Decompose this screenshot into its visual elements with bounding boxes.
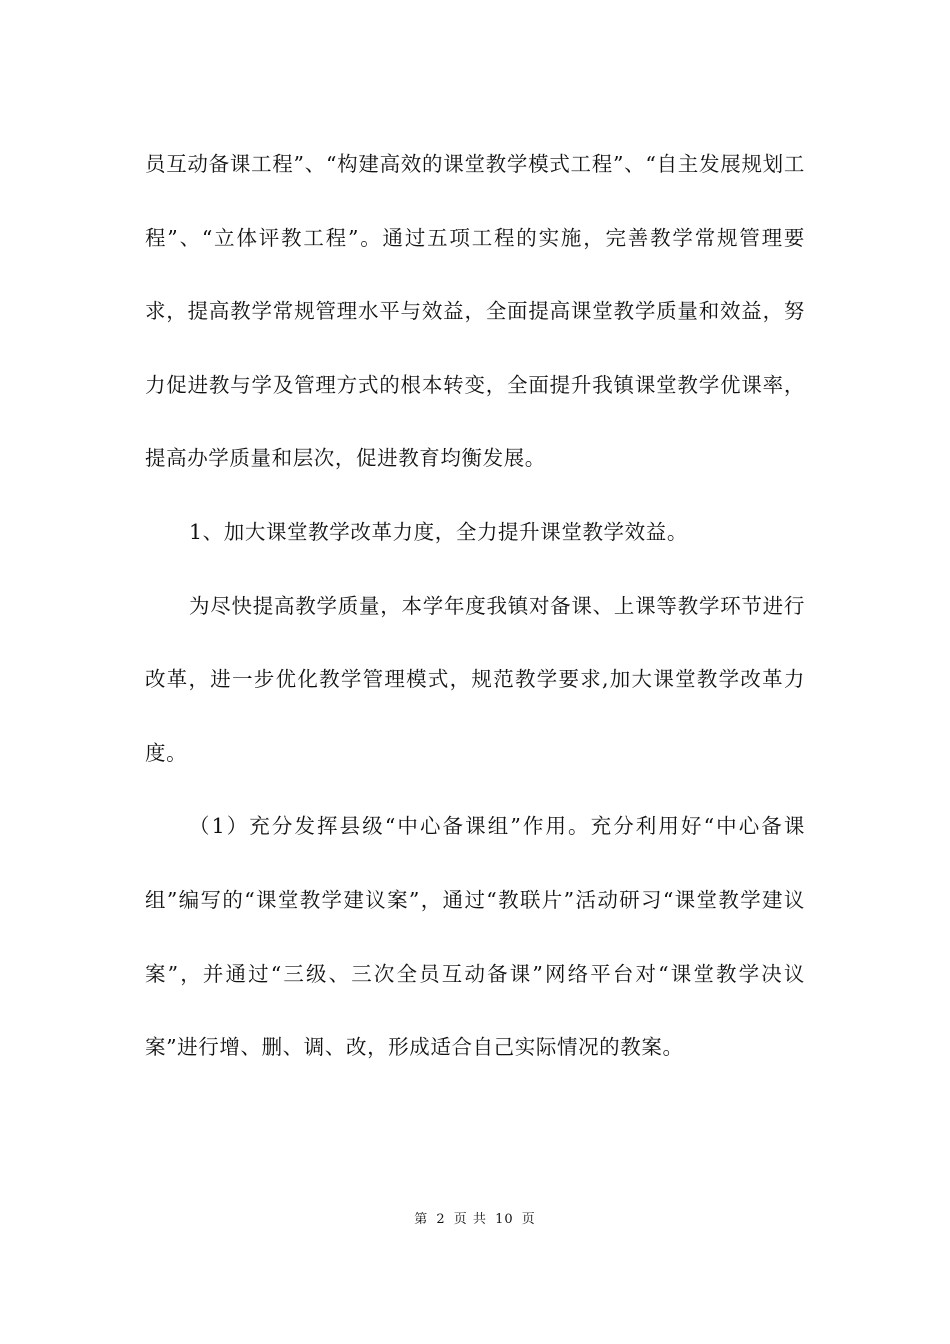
footer-middle: 页 共 [453,1212,487,1227]
paragraph: 为尽快提高教学质量，本学年度我镇对备课、上课等教学环节进行改革，进一步优化教学管理模式，规范教学要求,加大课堂教学改革力度。 [145,593,805,765]
footer-prefix: 第 [414,1212,429,1227]
footer-suffix: 页 [521,1212,536,1227]
section-heading: 1、加大课堂教学改革力度，全力提升课堂教学效益。 [189,519,688,544]
paragraph: （1）充分发挥县级“中心备课组”作用。充分利用好“中心备课组”编写的“课堂教学建议案”，通过“教联片”活动研习“课堂教学建议案”，并通过“三级、三次全员互动备课”网络平台对“课堂教学决议案”进行增、删、调、改，形成适合自己实际情况的教案。 [145,814,805,1060]
page-footer [0,1208,950,1227]
footer-current-page: 2 [436,1212,446,1227]
paragraph-continuation: 员互动备课工程”、“构建高效的课堂教学模式工程”、“自主发展规划工程”、“立体评教工程”。通过五项工程的实施，完善教学常规管理要求，提高教学常规管理水平与效益，全面提高课堂教学质量和效益，努力促进教与学及管理方式的根本转变，全面提升我镇课堂教学优课率，提高办学质量和层次，促进教育均衡发展。 [145,152,805,471]
footer-total-pages: 10 [495,1212,514,1227]
document-body [145,128,805,1085]
